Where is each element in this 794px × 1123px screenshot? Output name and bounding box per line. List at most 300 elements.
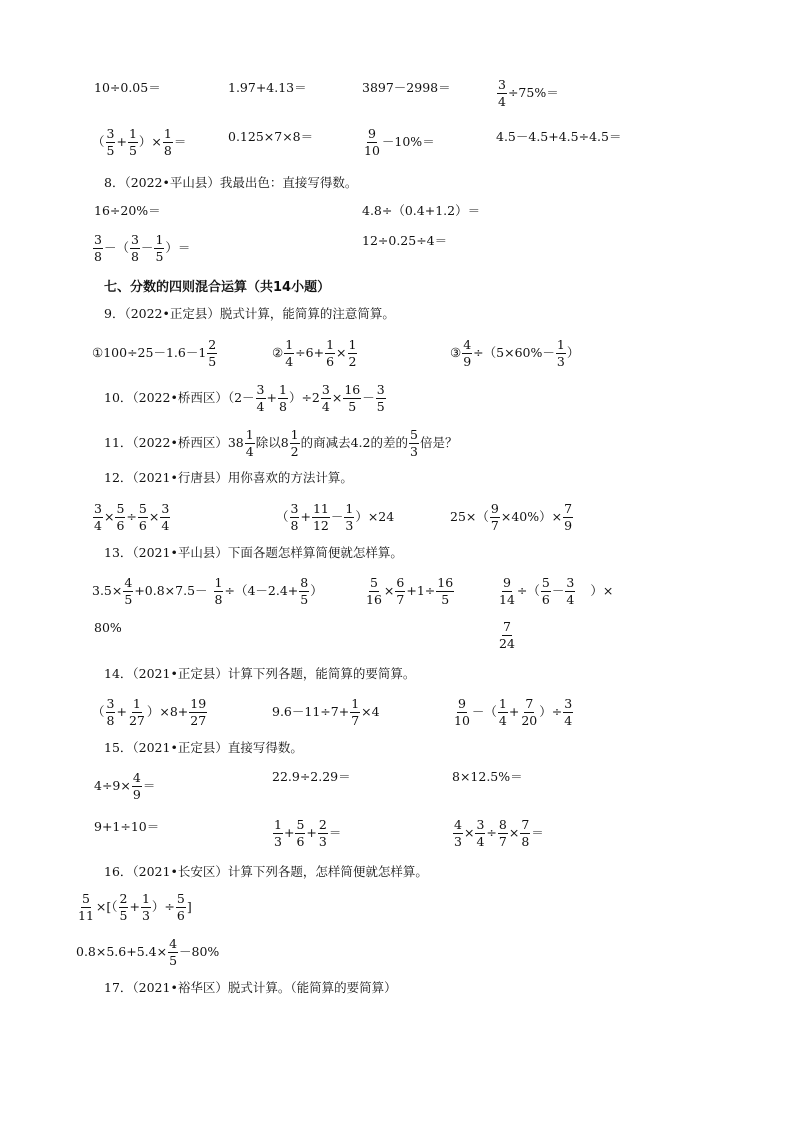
math-text: 3 bbox=[498, 77, 506, 92]
fraction bbox=[168, 937, 178, 968]
math-text: 5 bbox=[119, 908, 128, 923]
math-text: 9 bbox=[463, 354, 472, 369]
expr-r1-c bbox=[362, 82, 451, 95]
fraction bbox=[141, 892, 151, 923]
math-text: 15．（2021•正定县）直接写得数。 bbox=[104, 740, 303, 755]
math-text: 5 bbox=[369, 575, 378, 590]
math-text: 1 bbox=[278, 382, 287, 397]
fraction bbox=[475, 818, 485, 849]
math-text: +1÷ bbox=[406, 583, 436, 599]
question-9-title bbox=[104, 308, 395, 321]
question-11 bbox=[104, 428, 457, 459]
expr-r2-c bbox=[362, 127, 435, 158]
math-text: 16 bbox=[366, 592, 382, 607]
expr-r2-d bbox=[496, 131, 621, 144]
fraction bbox=[497, 78, 507, 109]
fraction bbox=[321, 383, 331, 414]
fraction bbox=[541, 576, 551, 607]
fraction bbox=[520, 818, 530, 849]
expr-r2-b bbox=[228, 131, 313, 144]
expr-q15-f bbox=[452, 818, 544, 849]
fraction bbox=[498, 620, 516, 651]
math-text: ×[（ bbox=[95, 899, 118, 915]
math-text: ÷6+ bbox=[295, 345, 325, 361]
fraction bbox=[106, 697, 116, 728]
math-text: + bbox=[283, 825, 295, 841]
math-text: 17．（2021•裕华区）脱式计算。（能简算的要简算） bbox=[104, 980, 397, 995]
math-text: 8 bbox=[94, 249, 102, 264]
math-text: ÷（4－2.4+ bbox=[224, 583, 299, 599]
expr-q8-d bbox=[362, 235, 447, 248]
math-text: 倍是？ bbox=[419, 435, 458, 451]
fraction bbox=[343, 383, 361, 414]
expr-r1-b bbox=[228, 82, 307, 95]
math-text: 6 bbox=[541, 592, 550, 607]
question-16-title bbox=[104, 866, 428, 879]
math-text: 7 bbox=[498, 834, 507, 849]
math-text: ＝ bbox=[173, 134, 187, 150]
question-12-title bbox=[104, 472, 353, 485]
expr-q12-b bbox=[276, 502, 394, 533]
expr-q13-a bbox=[92, 576, 323, 607]
fraction bbox=[409, 428, 419, 459]
fraction bbox=[290, 428, 300, 459]
math-text: ② bbox=[272, 345, 284, 361]
math-text: ）＝ bbox=[165, 240, 191, 256]
math-text: 8 bbox=[163, 143, 172, 158]
math-text: 5 bbox=[441, 592, 450, 607]
math-text: 1.97+4.13＝ bbox=[228, 80, 307, 95]
math-text: 11 bbox=[312, 501, 329, 516]
math-text: 5 bbox=[300, 592, 309, 607]
fraction bbox=[563, 697, 573, 728]
math-text: 3 bbox=[566, 575, 575, 590]
math-text: 1 bbox=[214, 575, 223, 590]
math-text: × bbox=[103, 509, 115, 525]
fraction bbox=[312, 502, 330, 533]
math-text: 2 bbox=[318, 817, 327, 832]
question-10 bbox=[104, 383, 387, 414]
question-13-title bbox=[104, 547, 403, 560]
math-text: ）×24 bbox=[355, 509, 395, 525]
expr-q13-e bbox=[94, 622, 122, 635]
math-text: 1 bbox=[326, 337, 335, 352]
math-text: 除以8 bbox=[255, 435, 289, 451]
math-text: ] bbox=[186, 899, 192, 915]
math-text: 10 bbox=[454, 713, 470, 728]
math-text: 7 bbox=[521, 817, 530, 832]
math-text: 4 bbox=[94, 518, 102, 533]
math-text: 0.125×7×8＝ bbox=[228, 129, 314, 144]
math-text: 3 bbox=[476, 817, 485, 832]
math-text: 3 bbox=[564, 696, 573, 711]
math-text: （ bbox=[276, 509, 289, 525]
math-text: 3.5× bbox=[92, 583, 123, 599]
math-text: + bbox=[306, 825, 317, 841]
fraction bbox=[207, 338, 217, 369]
fraction bbox=[130, 233, 140, 264]
math-text: + bbox=[300, 509, 311, 525]
math-text: 7 bbox=[351, 713, 360, 728]
math-text: － bbox=[140, 240, 154, 256]
math-text: 5 bbox=[116, 501, 125, 516]
math-text: 5 bbox=[348, 399, 357, 414]
math-text: 16．（2021•长安区）计算下列各题，怎样简便就怎样算。 bbox=[104, 864, 428, 879]
math-text: 3 bbox=[318, 834, 327, 849]
fraction bbox=[245, 428, 255, 459]
math-text: ）× bbox=[138, 134, 162, 150]
fraction bbox=[498, 818, 508, 849]
math-text: × bbox=[331, 390, 343, 406]
math-text: 4 bbox=[498, 713, 507, 728]
math-text: 7 bbox=[525, 696, 534, 711]
math-text: 16 bbox=[437, 575, 454, 590]
math-text: 3 bbox=[256, 382, 265, 397]
fraction bbox=[290, 502, 300, 533]
math-text: 4 bbox=[476, 834, 485, 849]
math-text: 9 bbox=[564, 518, 573, 533]
expr-q13-f bbox=[497, 620, 517, 651]
fraction bbox=[462, 338, 472, 369]
expr-q15-e bbox=[272, 818, 341, 849]
expr-q14-c bbox=[452, 697, 574, 728]
fraction bbox=[365, 576, 383, 607]
expr-q15-d bbox=[94, 821, 159, 834]
math-text: 20 bbox=[521, 713, 538, 728]
math-text: ）×8+ bbox=[146, 704, 189, 720]
expr-q15-b bbox=[272, 771, 351, 784]
math-text: 14．（2021•正定县）计算下列各题，能简算的要简算。 bbox=[104, 666, 416, 681]
math-text: 4 bbox=[285, 354, 294, 369]
math-text: （ bbox=[92, 704, 105, 720]
math-text: 3 bbox=[454, 834, 462, 849]
fraction bbox=[160, 502, 170, 533]
fraction bbox=[363, 127, 381, 158]
math-text: 3 bbox=[161, 501, 170, 516]
math-text: 4÷9× bbox=[94, 778, 131, 794]
question-14-title bbox=[104, 668, 415, 681]
math-text: 1 bbox=[351, 696, 360, 711]
math-text: 4 bbox=[161, 518, 170, 533]
expr-q13-c bbox=[364, 576, 455, 607]
math-text: 1 bbox=[245, 427, 254, 442]
expr-q16-b bbox=[76, 937, 219, 968]
math-text: × bbox=[463, 825, 475, 841]
fraction bbox=[350, 697, 360, 728]
expr-q8-a bbox=[94, 205, 161, 218]
math-text: 2 bbox=[348, 354, 357, 369]
math-text: ） bbox=[566, 345, 580, 361]
math-text: ） bbox=[310, 583, 323, 599]
fraction bbox=[77, 892, 95, 923]
math-text: × bbox=[336, 345, 347, 361]
math-text: 5 bbox=[541, 575, 550, 590]
expr-q14-a bbox=[92, 697, 208, 728]
math-text: －（ bbox=[103, 240, 129, 256]
fraction bbox=[214, 576, 224, 607]
math-text: 1 bbox=[163, 126, 172, 141]
math-text: 4 bbox=[566, 592, 575, 607]
math-text: 11．（2022•桥西区）38 bbox=[104, 435, 244, 451]
math-text: 16 bbox=[344, 382, 361, 397]
math-text: 9 bbox=[490, 501, 499, 516]
math-text: 7 bbox=[502, 619, 511, 634]
math-text: 3 bbox=[106, 696, 115, 711]
math-text: × bbox=[508, 825, 520, 841]
fraction bbox=[154, 233, 164, 264]
math-text: 1 bbox=[274, 817, 282, 832]
math-text: 11 bbox=[78, 908, 94, 923]
math-text: 3 bbox=[376, 382, 385, 397]
fraction bbox=[556, 338, 566, 369]
fraction bbox=[344, 502, 354, 533]
math-text: 6 bbox=[116, 518, 125, 533]
expr-q9-b bbox=[272, 338, 358, 369]
question-17-title bbox=[104, 982, 397, 995]
math-text: 9.6－11÷7+ bbox=[272, 704, 350, 720]
math-text: 1 bbox=[348, 337, 357, 352]
math-text: 16÷20%＝ bbox=[94, 203, 161, 218]
math-text: － bbox=[551, 583, 565, 599]
math-text: 5 bbox=[169, 953, 178, 968]
math-text: 7 bbox=[490, 518, 499, 533]
math-text: 七、分数的四则混合运算（共14小题） bbox=[104, 280, 331, 295]
math-text: ×40%）× bbox=[500, 509, 563, 525]
math-text: 24 bbox=[499, 636, 515, 651]
fraction bbox=[436, 576, 454, 607]
math-text: ÷ bbox=[486, 825, 497, 841]
math-text: 3 bbox=[94, 501, 102, 516]
math-text: 9 bbox=[367, 126, 376, 141]
math-text: 8 bbox=[300, 575, 309, 590]
math-text: 3 bbox=[130, 232, 139, 247]
fraction bbox=[325, 338, 335, 369]
math-text: 1 bbox=[141, 891, 150, 906]
math-text: 5 bbox=[124, 592, 133, 607]
math-text: ①100÷25－1.6－1 bbox=[92, 345, 207, 361]
math-text: 5 bbox=[208, 354, 217, 369]
math-text: 1 bbox=[556, 337, 565, 352]
math-text: ÷ bbox=[126, 509, 137, 525]
math-text: 8×12.5%＝ bbox=[452, 769, 523, 784]
math-text: + bbox=[266, 390, 277, 406]
math-text: 9 bbox=[457, 696, 466, 711]
math-text: 1 bbox=[285, 337, 294, 352]
math-text: 6 bbox=[396, 575, 405, 590]
math-text: × bbox=[383, 583, 395, 599]
math-text: 4 bbox=[256, 399, 265, 414]
expr-r1-d bbox=[496, 78, 559, 109]
expr-q15-c bbox=[452, 771, 523, 784]
question-15-title bbox=[104, 742, 303, 755]
math-text: 5 bbox=[296, 817, 305, 832]
expr-q8-c bbox=[92, 233, 190, 264]
fraction bbox=[563, 502, 573, 533]
fraction bbox=[295, 818, 305, 849]
math-text: 5 bbox=[376, 399, 385, 414]
math-text: 4 bbox=[169, 936, 178, 951]
math-text: 的商减去4.2的差的 bbox=[300, 435, 408, 451]
math-text: 80% bbox=[94, 620, 122, 635]
fraction bbox=[128, 127, 138, 158]
math-text: 5 bbox=[128, 143, 137, 158]
math-text: （ bbox=[92, 134, 105, 150]
math-text: ③ bbox=[450, 345, 462, 361]
math-text: 4 bbox=[564, 713, 573, 728]
math-text: 13．（2021•平山县）下面各题怎样算简便就怎样算。 bbox=[104, 545, 403, 560]
fraction bbox=[273, 818, 283, 849]
math-text: 3 bbox=[556, 354, 565, 369]
fraction bbox=[498, 576, 516, 607]
math-text: 8．（2022•平山县）我最出色：直接写得数。 bbox=[104, 175, 358, 190]
expr-q12-a bbox=[92, 502, 171, 533]
math-text: 3 bbox=[106, 126, 115, 141]
math-text: 12 bbox=[312, 518, 329, 533]
math-text: ÷（5×60%－ bbox=[473, 345, 555, 361]
math-text: 7 bbox=[564, 501, 573, 516]
math-text: 4 bbox=[463, 337, 472, 352]
fraction bbox=[123, 576, 133, 607]
math-text: －80% bbox=[179, 944, 220, 960]
fraction bbox=[498, 697, 508, 728]
math-text: 3 bbox=[274, 834, 282, 849]
fraction bbox=[565, 576, 575, 607]
math-text: － bbox=[330, 509, 344, 525]
math-text: 4.8÷（0.4+1.2）＝ bbox=[362, 203, 481, 218]
math-text: 9．（2022•正定县）脱式计算，能简算的注意简算。 bbox=[104, 306, 395, 321]
expr-r1-a bbox=[94, 82, 161, 95]
math-text: 8 bbox=[498, 817, 507, 832]
math-text: ＝ bbox=[531, 825, 544, 841]
fraction bbox=[453, 818, 463, 849]
math-text: 1 bbox=[155, 232, 164, 247]
math-text: + bbox=[129, 899, 140, 915]
math-text: 4 bbox=[132, 770, 141, 785]
math-text: ÷（ bbox=[516, 583, 540, 599]
math-text: 6 bbox=[176, 908, 185, 923]
math-text: 9 bbox=[132, 787, 141, 802]
math-text: 5 bbox=[410, 427, 418, 442]
math-text: 8 bbox=[290, 518, 299, 533]
math-text: 8 bbox=[214, 592, 223, 607]
expr-q9-a bbox=[92, 338, 218, 369]
fraction bbox=[453, 697, 471, 728]
section-7-heading bbox=[104, 281, 330, 294]
math-text: 27 bbox=[190, 713, 207, 728]
math-text: －（ bbox=[471, 704, 497, 720]
fraction bbox=[490, 502, 500, 533]
math-text: 1 bbox=[498, 696, 507, 711]
math-text: + bbox=[508, 704, 520, 720]
expr-q9-c bbox=[450, 338, 579, 369]
fraction bbox=[93, 502, 103, 533]
fraction bbox=[115, 502, 125, 533]
math-text: 4.5－4.5+4.5÷4.5＝ bbox=[496, 129, 622, 144]
fraction bbox=[348, 338, 358, 369]
fraction bbox=[93, 233, 103, 264]
math-text: 12．（2021•行唐县）用你喜欢的方法计算。 bbox=[104, 470, 353, 485]
expr-q14-b bbox=[272, 697, 380, 728]
fraction bbox=[138, 502, 148, 533]
math-text: ）× bbox=[590, 583, 614, 599]
math-text: 8 bbox=[521, 834, 530, 849]
math-text: × bbox=[148, 509, 160, 525]
fraction bbox=[106, 127, 116, 158]
math-text: ）÷ bbox=[151, 899, 175, 915]
expr-q15-a bbox=[94, 771, 155, 802]
fraction bbox=[318, 818, 328, 849]
math-text: 3897－2998＝ bbox=[362, 80, 451, 95]
fraction bbox=[376, 383, 386, 414]
math-text: －10%＝ bbox=[381, 134, 435, 150]
math-text: 10．（2022•桥西区）（2－ bbox=[104, 390, 255, 406]
math-text: 4 bbox=[454, 817, 462, 832]
math-text: 1 bbox=[345, 501, 354, 516]
math-text: 1 bbox=[290, 427, 299, 442]
math-text: 5 bbox=[155, 249, 164, 264]
math-text: 8 bbox=[106, 713, 115, 728]
math-text: 5 bbox=[176, 891, 185, 906]
math-text: 10÷0.05＝ bbox=[94, 80, 161, 95]
fraction bbox=[299, 576, 309, 607]
math-text: 22.9÷2.29＝ bbox=[272, 769, 351, 784]
fraction bbox=[128, 697, 146, 728]
math-text: 2 bbox=[208, 337, 217, 352]
math-text: 3 bbox=[410, 444, 418, 459]
math-text: + bbox=[116, 704, 127, 720]
math-text: 5 bbox=[106, 143, 115, 158]
math-text: － bbox=[362, 390, 375, 406]
fraction bbox=[176, 892, 186, 923]
math-text: 3 bbox=[321, 382, 330, 397]
fraction bbox=[395, 576, 405, 607]
math-text: 7 bbox=[396, 592, 405, 607]
math-text: 4 bbox=[321, 399, 330, 414]
math-text: 12÷0.25÷4＝ bbox=[362, 233, 448, 248]
math-text: ）÷2 bbox=[288, 390, 320, 406]
math-text: 6 bbox=[296, 834, 305, 849]
math-text: 4 bbox=[498, 94, 506, 109]
math-text: 5 bbox=[138, 501, 147, 516]
expr-r2-a bbox=[92, 127, 186, 158]
math-text: 1 bbox=[128, 126, 137, 141]
math-text: 8 bbox=[130, 249, 139, 264]
math-text: ＝ bbox=[142, 778, 156, 794]
math-text: 25×（ bbox=[450, 509, 489, 525]
fraction bbox=[284, 338, 294, 369]
expr-q8-b bbox=[362, 205, 480, 218]
math-text: +0.8×7.5－ bbox=[134, 583, 208, 599]
fraction bbox=[520, 697, 538, 728]
fraction bbox=[132, 771, 142, 802]
math-text: ）÷ bbox=[539, 704, 563, 720]
fraction bbox=[278, 383, 288, 414]
math-text: 3 bbox=[94, 232, 102, 247]
math-text: 4 bbox=[245, 444, 254, 459]
math-text: 3 bbox=[290, 501, 299, 516]
math-text: 19 bbox=[190, 696, 207, 711]
math-text: 4 bbox=[124, 575, 133, 590]
math-text: 0.8×5.6+5.4× bbox=[76, 944, 168, 960]
math-text: 3 bbox=[345, 518, 354, 533]
math-text: 8 bbox=[278, 399, 287, 414]
math-text: 14 bbox=[499, 592, 515, 607]
math-text: 10 bbox=[364, 143, 380, 158]
expr-q13-d bbox=[497, 576, 613, 607]
math-text: 5 bbox=[81, 891, 90, 906]
fraction bbox=[163, 127, 173, 158]
math-text: 6 bbox=[326, 354, 335, 369]
